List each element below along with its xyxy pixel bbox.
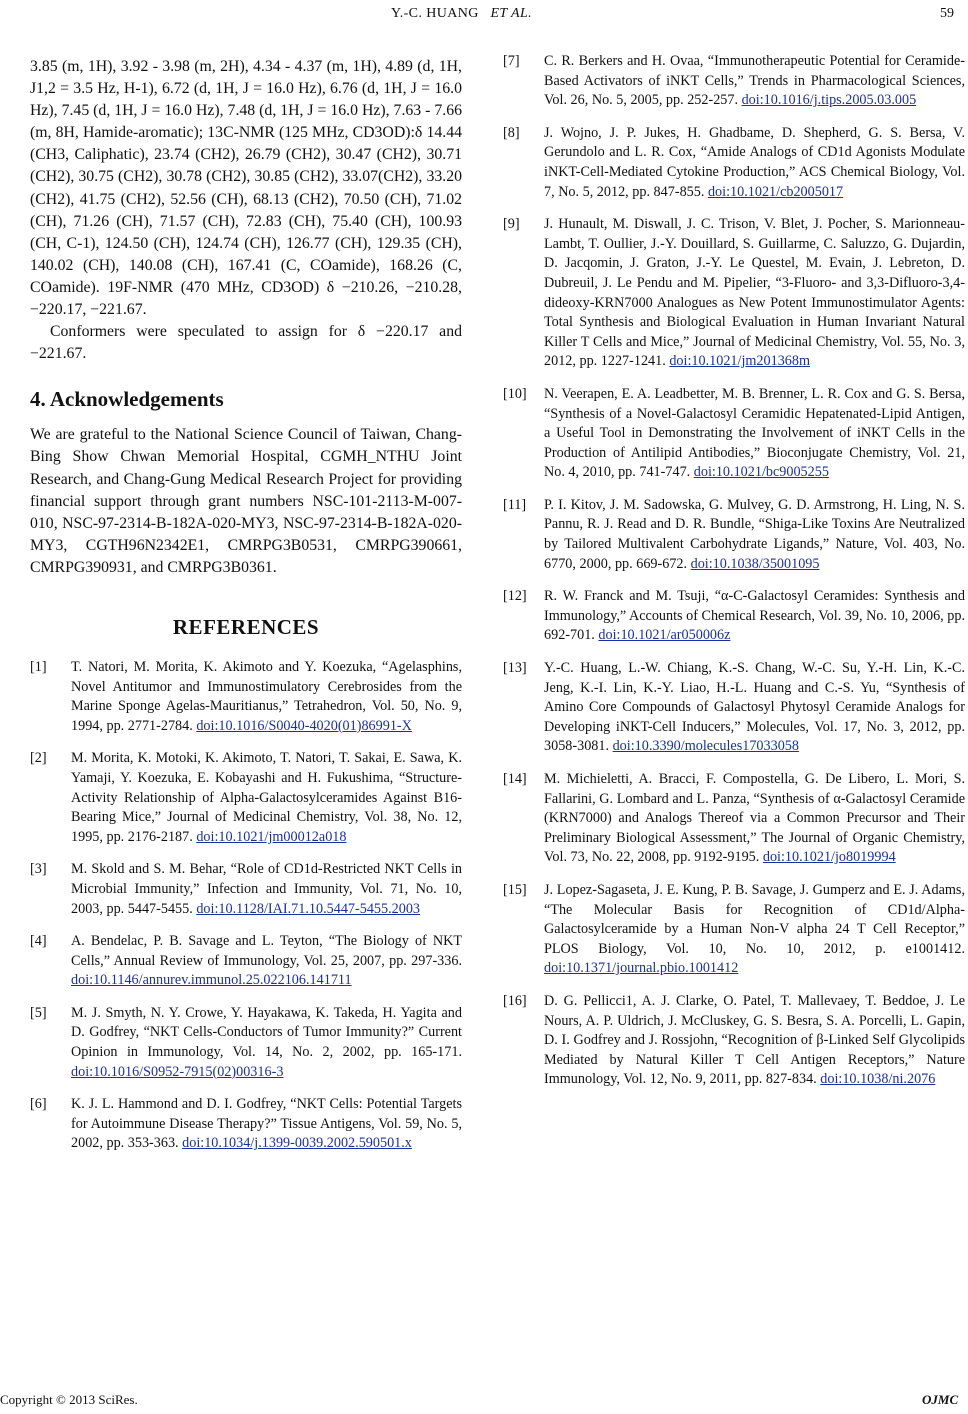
reference-number: [6] <box>30 1096 47 1113</box>
reference-item <box>503 385 965 483</box>
reference-text: N. Veerapen, E. A. Leadbetter, M. B. Brenner, L. R. Cox and G. S. Bersa, “Synthesis of a Novel-Galactosyl Ceramidic Hepatenated-Lipid Antigen, a Useful Tool in Demonstrating the Involvement of iNKT Cells in the Production of Antilipid Antibodies,” Bioconjugate Chemistry, Vol. 21, No. 4, 2010, pp. 741-747. <box>544 385 965 481</box>
reference-number: [9] <box>503 216 520 233</box>
reference-text: J. Wojno, J. P. Jukes, H. Ghadbame, D. Shepherd, G. S. Bersa, V. Gerundolo and L. R. Cox, “Amide Analogs of CD1d Agonists Modulate iNKT-Cell-Mediated Cytokine Production,” ACS Chemical Biology, Vol. 7, No. 5, 2012, pp. 847-855. <box>544 124 965 200</box>
reference-text: D. G. Pellicci1, A. J. Clarke, O. Patel, T. Mallevaey, T. Beddoe, J. Le Nours, A. P. Uldrich, J. McCluskey, G. S. Besra, S. A. Porcelli, L. Gapin, D. I. Godfrey and J. Rossjohn, “Recognition of β-Linked Self Glycolipids Mediated by Natural Killer T Cell Antigen Receptors,” Nature Immunology, Vol. 12, No. 9, 2011, pp. 827-834. <box>544 992 965 1088</box>
references-heading: REFERENCES <box>172 614 320 639</box>
left-column <box>30 56 462 1167</box>
conformers-paragraph: Conformers were speculated to assign for δ −220.17 and −221.67. <box>30 323 462 363</box>
reference-item <box>503 215 965 372</box>
reference-number: [3] <box>30 861 47 878</box>
reference-number: [13] <box>503 660 527 677</box>
doi-link[interactable]: doi:10.1016/j.tips.2005.03.005 <box>741 92 917 109</box>
reference-item <box>503 659 965 757</box>
reference-text: M. Morita, K. Motoki, K. Akimoto, T. Natori, T. Sakai, E. Sawa, K. Yamaji, Y. Koezuka, E. Kobayashi and H. Fukushima, “Structure-Activity Relationship of Alpha-Galactosylceramides Against B16-Bearing Mice,” Journal of Medicinal Chemistry, Vol. 38, No. 12, 1995, pp. 2176-2187. <box>71 750 462 845</box>
acknowledgements-paragraph: We are grateful to the National Science Council of Taiwan, Chang-Bing Show Chwan Memorial Hospital, CGMH_NTHU Joint Research, and Chang-Gung Medical Research Project for providing financial support through grant numbers NSC-101-2113-M-007-010, NSC-97-2314-B-182A-020-MY3, NSC-97-2314-B-182A-020-MY3, CGTH96N2342E1, CMRPG3B0531, CMRPG390661, CMRPG390931, and CMRPG3B0361. <box>30 426 462 576</box>
doi-link[interactable]: doi:10.1038/35001095 <box>690 555 820 572</box>
reference-number: [2] <box>30 750 47 767</box>
reference-text: J. Hunault, M. Diswall, J. C. Trison, V. Blet, J. Pocher, S. Marionneau-Lambt, T. Oullier, J.-Y. Douillard, S. Guillarme, C. Saluzzo, G. Dujardin, D. Jacqomin, J. Graton, J.-Y. Le Questel, M. Evain, J. Lebreton, D. Dubreuil, J. Le Pendu and M. Pipelier, “3-Fluoro- and 3,3-Difluoro-3,4-dideoxy-KRN7000 Analogues as New Potent Immunostimulator Agents: Total Synthesis and Biological Evaluation in Human Invariant Natural Killer T Cells and Mice,” Journal of Medicinal Chemistry, Vol. 55, No. 3, 2012, pp. 1227-1241. <box>544 216 965 370</box>
doi-link[interactable]: doi:10.1021/bc9005255 <box>693 464 829 481</box>
reference-item <box>30 1095 462 1154</box>
doi-link[interactable]: doi:10.1021/ar050006z <box>598 627 731 644</box>
reference-item <box>503 52 965 111</box>
reference-number: [12] <box>503 588 527 605</box>
reference-text: M. J. Smyth, N. Y. Crowe, Y. Hayakawa, K. Takeda, H. Yagita and D. Godfrey, “NKT Cells-Conductors of Tumor Immunity?” Current Opinion in Immunology, Vol. 14, No. 2, 2002, pp. 165-171. <box>71 1004 462 1061</box>
reference-number: [16] <box>503 992 527 1009</box>
reference-text: K. J. L. Hammond and D. I. Godfrey, “NKT Cells: Potential Targets for Autoimmune Disease Therapy?” Tissue Antigens, Vol. 59, No. 5, 2002, pp. 353-363. <box>71 1096 462 1152</box>
doi-link[interactable]: doi:10.1128/IAI.71.10.5447-5455.2003 <box>196 900 421 917</box>
reference-text: T. Natori, M. Morita, K. Akimoto and Y. Koezuka, “Agelasphins, Novel Antitumor and Immunostimulatory Cerebrosides from the Marine Sponge Agelas-Mauritianus,” Tetrahedron, Vol. 50, No. 9, 1994, pp. 2771-2784. <box>71 658 462 734</box>
reference-item <box>30 860 462 919</box>
reference-item <box>503 881 965 979</box>
reference-item <box>30 749 462 847</box>
reference-text: M. Skold and S. M. Behar, “Role of CD1d-Restricted NKT Cells in Microbial Immunity,” Infection and Immunity, Vol. 71, No. 10, 2003, pp. 5447-5455. <box>71 861 462 917</box>
reference-text: C. R. Berkers and H. Ovaa, “Immunotherapeutic Potential for Ceramide-Based Activators of iNKT Cells,” Trends in Pharmacological Sciences, Vol. 26, No. 5, 2005, pp. 252-257. <box>544 53 965 109</box>
doi-link[interactable]: doi:10.1371/journal.pbio.1001412 <box>544 960 739 977</box>
reference-number: [1] <box>30 658 47 675</box>
reference-item <box>503 496 965 574</box>
doi-link[interactable]: doi:10.3390/molecules17033058 <box>612 738 799 755</box>
nmr-data-paragraph: 3.85 (m, 1H), 3.92 - 3.98 (m, 2H), 4.34 - 4.37 (m, 1H), 4.89 (d, 1H, J1,2 = 3.5 Hz, H-1), 6.72 (d, 1H, J = 16.0 Hz), 6.76 (d, 1H, J = 16.0 Hz), 7.45 (d, 1H, J = 16.0 Hz), 7.48 (d, 1H, J = 16.0 Hz), 7.63 - 7.66 (m, 8H, Hamide-aromatic); 13C-NMR (125 MHz, CD3OD):δ 14.44 (CH3, Caliphatic), 23.74 (CH2), 26.79 (CH2), 30.47 (CH2), 30.71 (CH2), 30.75 (CH2), 30.78 (CH2), 30.85 (CH2), 33.07(CH2), 33.20 (CH2), 41.75 (CH2), 52.56 (CH), 68.13 (CH2), 70.50 (CH), 71.02 (CH), 71.26 (CH), 71.57 (CH), 72.83 (CH), 75.40 (CH), 100.93 (CH, C-1), 124.50 (CH), 124.74 (CH), 126.77 (CH), 129.35 (CH), 140.02 (CH), 140.08 (CH), 167.41 (C, COamide), 168.26 (C, COamide). 19F-NMR (470 MHz, CD3OD) δ −210.26, −210.28, −220.17, −221.67. <box>30 58 462 319</box>
reference-item <box>30 932 462 991</box>
doi-link[interactable]: doi:10.1034/j.1399-0039.2002.590501.x <box>182 1135 412 1152</box>
reference-item <box>30 658 462 736</box>
acknowledgements-heading: 4. Acknowledgements <box>30 387 224 412</box>
doi-link[interactable]: doi:10.1021/jo8019994 <box>762 849 896 866</box>
copyright-notice: Copyright © 2013 SciRes. <box>0 1392 138 1407</box>
reference-text: M. Michieletti, A. Bracci, F. Compostella, G. De Libero, L. Mori, S. Fallarini, G. Lombard and L. Panza, “Synthesis of α-Galactosyl Ceramide (KRN7000) and Analogs Thereof via a Common Precursor and Their Preliminary Biological Assessment,” The Journal of Organic Chemistry, Vol. 73, No. 22, 2008, pp. 9192-9195. <box>544 771 965 866</box>
doi-link[interactable]: doi:10.1021/jm00012a018 <box>196 828 347 845</box>
reference-text: Y.-C. Huang, L.-W. Chiang, K.-S. Chang, W.-C. Su, Y.-H. Lin, K.-C. Jeng, K.-I. Lin, K.-Y. Liao, H.-L. Huang and C.-S. Yu, “Synthesis of Amino Core Compounds of Galactosyl Phytosyl Ceramide Analogs for Developing iNKT-Cell Inducers,” Molecules, Vol. 17, No. 3, 2012, pp. 3058-3081. <box>544 660 965 755</box>
reference-item <box>30 1004 462 1082</box>
reference-item <box>503 770 965 868</box>
reference-item <box>503 587 965 646</box>
reference-number: [10] <box>503 385 527 402</box>
reference-text: R. W. Franck and M. Tsuji, “α-C-Galactosyl Ceramides: Synthesis and Immunology,” Accounts of Chemical Research, Vol. 39, No. 10, 2006, pp. 692-701. <box>544 588 965 644</box>
reference-text: A. Bendelac, P. B. Savage and L. Teyton, “The Biology of NKT Cells,” Annual Review of Immunology, Vol. 25, 2007, pp. 297-336. <box>71 933 462 969</box>
reference-number: [14] <box>503 771 527 787</box>
reference-item <box>503 992 965 1090</box>
doi-link[interactable]: doi:10.1016/S0952-7915(02)00316-3 <box>71 1063 284 1080</box>
reference-text: P. I. Kitov, J. M. Sadowska, G. Mulvey, G. D. Armstrong, H. Ling, N. S. Pannu, R. J. Read and D. R. Bundle, “Shiga-Like Toxins Are Neutralized by Tailored Multivalent Carbohydrate Ligands,” Nature, Vol. 403, No. 6770, 2000, pp. 669-672. <box>544 496 965 572</box>
doi-link[interactable]: doi:10.1021/cb2005017 <box>707 183 844 200</box>
right-column <box>503 52 965 1103</box>
reference-number: [11] <box>503 496 527 513</box>
doi-link[interactable]: doi:10.1038/ni.2076 <box>820 1071 936 1088</box>
reference-number: [8] <box>503 124 520 141</box>
reference-number: [7] <box>503 53 520 69</box>
reference-text: J. Lopez-Sagaseta, J. E. Kung, P. B. Savage, J. Gumperz and E. J. Adams, “The Molecular Basis for Recognition of CD1d/Alpha-Galactosylceramide by a Human Non-V alpha 24 T Cell Receptor,” PLOS Biology, Vol. 10, No. 10, 2012, p. e1001412. <box>544 881 965 957</box>
doi-link[interactable]: doi:10.1021/jm201368m <box>669 353 811 370</box>
reference-item <box>503 124 965 202</box>
reference-number: [15] <box>503 881 527 898</box>
page-number: 59 <box>940 6 954 21</box>
running-header-authors: Y.-C. HUANG ET AL. <box>391 6 533 21</box>
reference-number: [5] <box>30 1004 47 1021</box>
reference-list-left <box>30 658 462 1154</box>
doi-link[interactable]: doi:10.1016/S0040-4020(01)86991-X <box>196 717 412 734</box>
reference-number: [4] <box>30 933 47 950</box>
journal-abbreviation: OJMC <box>922 1392 959 1407</box>
doi-link[interactable]: doi:10.1146/annurev.immunol.25.022106.141711 <box>71 972 352 989</box>
